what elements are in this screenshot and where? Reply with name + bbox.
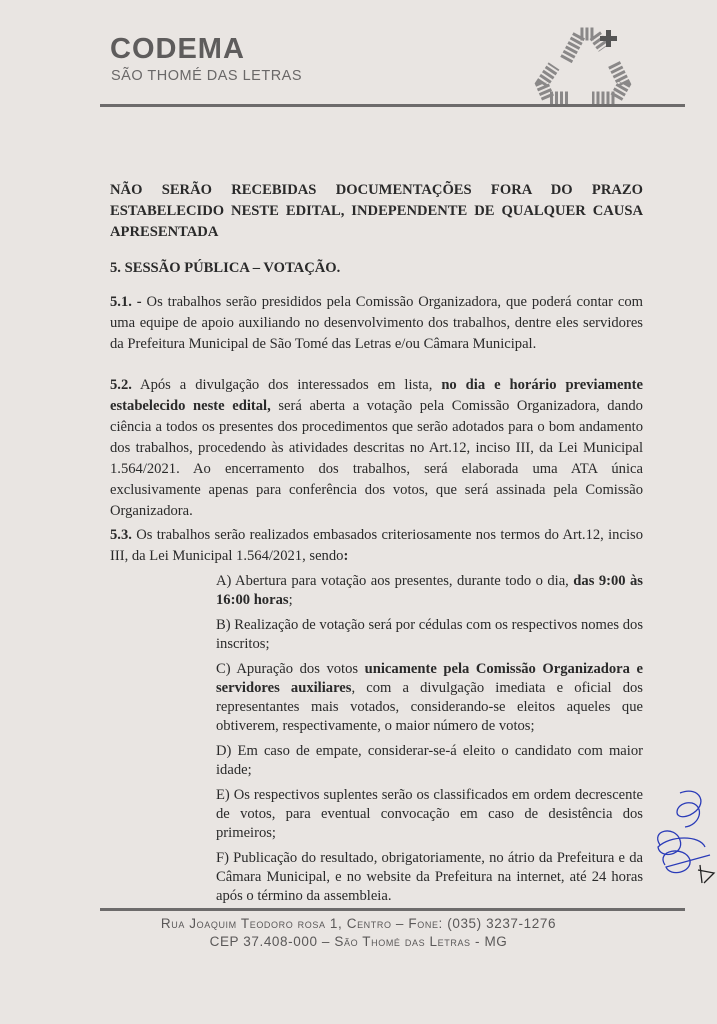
clause-number: 5.2. bbox=[110, 377, 132, 393]
footer-address: Rua Joaquim Teodoro rosa 1, Centro – Fone: (035) 3237-1276 bbox=[160, 916, 557, 931]
list-item-f bbox=[216, 849, 643, 906]
item-text: D) Em caso de empate, considerar-se-á eleito o candidato com maior idade; bbox=[216, 743, 643, 778]
item-text: E) Os respectivos suplentes serão os classificados em ordem decrescente de votos, para eventual convocação em caso de desistência dos primeiros; bbox=[216, 787, 643, 841]
clause-emphasis: : bbox=[343, 548, 349, 564]
header-divider bbox=[100, 104, 685, 107]
footer-divider bbox=[100, 908, 685, 911]
list-item-c bbox=[216, 660, 643, 736]
list-item-d bbox=[216, 742, 643, 780]
section-title: 5. SESSÃO PÚBLICA – VOTAÇÃO. bbox=[110, 260, 341, 276]
handwritten-signature bbox=[630, 785, 717, 885]
clause-text: Após a divulgação dos interessados em lista, bbox=[131, 377, 442, 393]
item-emphasis: unicamente pela Comissão Organizadora e servidores auxiliares bbox=[216, 661, 643, 696]
item-text: ; bbox=[288, 592, 293, 608]
recycle-icon bbox=[528, 18, 640, 110]
item-text: F) Publicação do resultado, obrigatoriamente, no átrio da Prefeitura e da Câmara Municipal, e no website da Prefeitura na internet, até 24 horas após o término da assembleia. bbox=[216, 850, 643, 904]
item-text: B) Realização de votação será por cédulas com os respectivos nomes dos inscritos; bbox=[216, 617, 643, 652]
clause-text: Os trabalhos serão realizados embasados criteriosamente nos termos do Art.12, inciso III, da Lei Municipal 1.564/2021, sendo bbox=[110, 527, 643, 564]
voting-procedure-list bbox=[216, 572, 643, 912]
clause-text: Os trabalhos serão presididos pela Comissão Organizadora, que poderá contar com uma equipe de apoio auxiliando no desenvolvimento dos trabalhos, dentre eles servidores da Prefeitura Municipal de São Tomé das Letras e/ou Câmara Municipal. bbox=[110, 294, 643, 352]
org-name: CODEMA bbox=[110, 33, 245, 65]
clause-number: 5.1. - bbox=[110, 294, 142, 310]
clause-5-2 bbox=[110, 375, 643, 522]
list-item-b bbox=[216, 616, 643, 654]
clause-5-3 bbox=[110, 525, 643, 567]
list-item-e bbox=[216, 786, 643, 843]
deadline-notice: NÃO SERÃO RECEBIDAS DOCUMENTAÇÕES FORA DO PRAZO ESTABELECIDO NESTE EDITAL, INDEPENDENTE DE QUALQUER CAUSA APRESENTADA bbox=[110, 182, 643, 240]
clause-5-1 bbox=[110, 292, 643, 355]
org-location: SÃO THOMÉ DAS LETRAS bbox=[111, 68, 303, 84]
item-text: , com a divulgação imediata e oficial dos representantes mais votados, considerando-se eleitos aqueles que obtiverem, respectivamente, o maior número de votos; bbox=[216, 680, 643, 734]
clause-text: será aberta a votação pela Comissão Organizadora, dando ciência a todos os presentes dos procedimentos que serão adotados para o bom andamento dos trabalhos, procedendo às atividades descritas no Art.12, inciso III, da Lei Municipal 1.564/2021. Ao encerramento dos trabalhos, será elaborada uma ATA única exclusivamente apenas para conferência dos votos, que será assinada pela Comissão Organizadora. bbox=[110, 398, 643, 519]
clause-number: 5.3. bbox=[110, 527, 132, 543]
footer-postal-code: CEP 37.408-000 – São Thomé das Letras - MG bbox=[209, 934, 508, 949]
item-text: C) Apuração dos votos bbox=[216, 661, 365, 677]
item-text: A) Abertura para votação aos presentes, durante todo o dia, bbox=[216, 573, 574, 589]
list-item-a bbox=[216, 572, 643, 610]
clause-emphasis: no dia e horário previamente estabelecido neste edital, bbox=[110, 377, 643, 414]
item-emphasis: das 9:00 às 16:00 horas bbox=[216, 573, 643, 608]
